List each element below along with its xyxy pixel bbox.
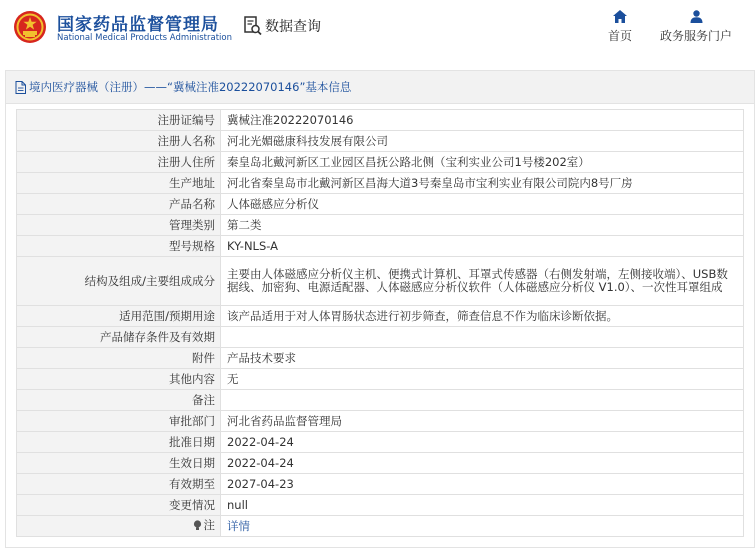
table-row — [17, 432, 744, 453]
table-row — [17, 474, 744, 495]
row-value: 主要由人体磁感应分析仪主机、便携式计算机、耳罩式传感器（右侧发射端，左侧接收端）、USB数据线、加密狗、电源适配器、人体磁感应分析仪软件（人体磁感应分析仪 V1.0）、一次性耳罩组成 — [221, 257, 744, 306]
document-icon — [15, 81, 26, 94]
table-row — [17, 411, 744, 432]
table-row — [17, 516, 744, 537]
row-value: 人体磁感应分析仪 — [221, 194, 744, 215]
table-row — [17, 131, 744, 152]
data-query-label: 数据查询 — [265, 19, 321, 35]
row-value: 冀械注准20222070146 — [221, 110, 744, 131]
nav-service-portal[interactable] — [657, 10, 735, 44]
row-value — [221, 516, 744, 537]
row-key: 管理类别 — [17, 215, 221, 236]
table-row — [17, 110, 744, 131]
row-value: 河北光媚磁康科技发展有限公司 — [221, 131, 744, 152]
row-key: 其他内容 — [17, 369, 221, 390]
row-value: 无 — [221, 369, 744, 390]
row-key: 结构及组成/主要组成成分 — [17, 257, 221, 306]
home-icon — [613, 10, 627, 23]
table-row — [17, 453, 744, 474]
table-row — [17, 327, 744, 348]
row-key: 生效日期 — [17, 453, 221, 474]
breadcrumb-text: 境内医疗器械（注册）——“冀械注准20222070146”基本信息 — [29, 80, 352, 94]
row-key: 注册人住所 — [17, 152, 221, 173]
row-key: 注册人名称 — [17, 131, 221, 152]
table-row — [17, 173, 744, 194]
row-key: 批准日期 — [17, 432, 221, 453]
row-value: 2027-04-23 — [221, 474, 744, 495]
table-row — [17, 194, 744, 215]
user-icon — [690, 10, 703, 23]
nav-home[interactable] — [604, 10, 636, 44]
row-key: 有效期至 — [17, 474, 221, 495]
table-row — [17, 390, 744, 411]
table-row — [17, 369, 744, 390]
row-key: 生产地址 — [17, 173, 221, 194]
row-value — [221, 327, 744, 348]
row-value: 河北省秦皇岛市北戴河新区昌海大道3号秦皇岛市宝利实业有限公司院内8号厂房 — [221, 173, 744, 194]
table-row — [17, 236, 744, 257]
row-value: null — [221, 495, 744, 516]
row-key-note — [17, 516, 221, 537]
row-value — [221, 390, 744, 411]
site-subtitle: National Medical Products Administration — [57, 33, 232, 43]
row-value: 该产品适用于对人体胃肠状态进行初步筛查，筛查信息不作为临床诊断依据。 — [221, 306, 744, 327]
row-key: 变更情况 — [17, 495, 221, 516]
detail-panel — [5, 70, 755, 548]
site-header — [0, 0, 756, 62]
row-key: 审批部门 — [17, 411, 221, 432]
row-value: 秦皇岛北戴河新区工业园区昌抚公路北侧（宝利实业公司1号楼202室） — [221, 152, 744, 173]
table-row — [17, 215, 744, 236]
table-row — [17, 152, 744, 173]
details-link[interactable]: 详情 — [227, 518, 250, 533]
row-value: 产品技术要求 — [221, 348, 744, 369]
row-value: KY-NLS-A — [221, 236, 744, 257]
row-key: 产品名称 — [17, 194, 221, 215]
data-query-link[interactable] — [244, 16, 321, 36]
row-key: 注册证编号 — [17, 110, 221, 131]
row-value: 第二类 — [221, 215, 744, 236]
breadcrumb — [6, 71, 754, 104]
row-key: 附件 — [17, 348, 221, 369]
row-key: 产品储存条件及有效期 — [17, 327, 221, 348]
table-row — [17, 348, 744, 369]
national-emblem-icon — [13, 10, 47, 44]
table-row — [17, 306, 744, 327]
note-key-label: 注 — [203, 517, 215, 532]
site-title: 国家药品监督管理局 — [57, 15, 219, 35]
lightbulb-icon — [193, 520, 202, 531]
row-value: 2022-04-24 — [221, 432, 744, 453]
table-row — [17, 257, 744, 306]
row-value: 河北省药品监督管理局 — [221, 411, 744, 432]
nav-home-label: 首页 — [607, 29, 632, 43]
row-key: 备注 — [17, 390, 221, 411]
nav-service-portal-label: 政务服务门户 — [659, 29, 732, 43]
data-query-icon — [244, 16, 262, 36]
row-key: 型号规格 — [17, 236, 221, 257]
row-value: 2022-04-24 — [221, 453, 744, 474]
basic-info-table — [16, 109, 744, 537]
table-row — [17, 495, 744, 516]
row-key: 适用范围/预期用途 — [17, 306, 221, 327]
note-key — [193, 519, 216, 532]
